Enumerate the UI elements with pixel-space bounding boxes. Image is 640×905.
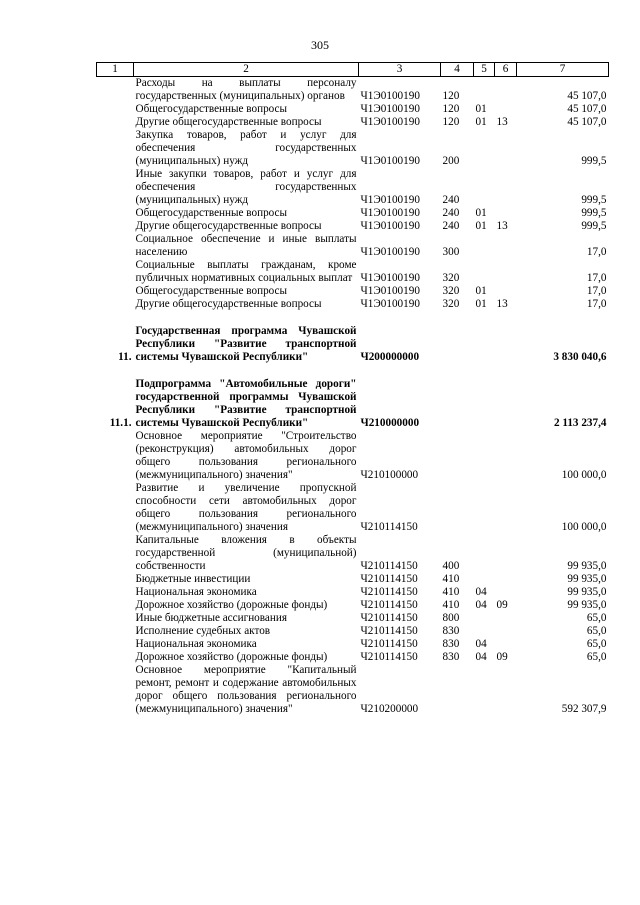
amount: 65,0 xyxy=(586,638,607,650)
row-name: Государственная программа Чувашской Республики "Развитие транспортной системы Чувашской Республики" xyxy=(135,325,357,363)
target-article-code: Ч1Э0100190 xyxy=(360,103,420,115)
amount: 3 830 040,6 xyxy=(553,351,607,363)
target-article-code: Ч210114150 xyxy=(360,625,418,637)
target-article-code: Ч210114150 xyxy=(360,573,418,585)
row-number xyxy=(97,638,134,651)
subsection-code xyxy=(495,259,517,285)
subsection-code xyxy=(495,207,517,220)
target-article-code: Ч1Э0100190 xyxy=(360,285,420,297)
target-article-code: Ч1Э0100190 xyxy=(360,272,420,284)
target-article-code: Ч1Э0100190 xyxy=(360,207,420,219)
row-number xyxy=(97,586,134,599)
subsection-code xyxy=(495,625,517,638)
row-name: Закупка товаров, работ и услуг для обеспечения государственных (муниципальных) нужд xyxy=(135,129,357,167)
section-code xyxy=(474,573,495,586)
row-number xyxy=(97,103,134,116)
target-article-code: Ч210114150 xyxy=(360,586,418,598)
table-row xyxy=(97,207,609,220)
subsection-code xyxy=(495,103,517,116)
row-name: Общегосударственные вопросы xyxy=(135,285,288,297)
expense-type-code xyxy=(441,430,474,482)
row-name: Основное мероприятие "Капитальный ремонт, ремонт и содержание автомобильных дорог общего пользования регионального (межмуниципального) значения" xyxy=(135,664,357,715)
table-body xyxy=(97,77,609,717)
row-number xyxy=(97,534,134,573)
column-header: 3 xyxy=(359,63,441,77)
table-row xyxy=(97,651,609,664)
target-article-code: Ч1Э0100190 xyxy=(360,246,420,258)
table-row xyxy=(97,430,609,482)
section-code: 01 xyxy=(475,298,487,310)
row-name: Социальное обеспечение и иные выплаты населению xyxy=(135,233,357,258)
page-number: 305 xyxy=(311,38,329,52)
subsection-code xyxy=(495,534,517,573)
section-code xyxy=(474,430,495,482)
expense-type-code: 800 xyxy=(442,612,460,624)
row-number xyxy=(97,573,134,586)
expense-type-code xyxy=(441,325,474,364)
target-article-code: Ч210114150 xyxy=(360,612,418,624)
amount: 65,0 xyxy=(586,612,607,624)
subsection-code: 09 xyxy=(496,651,508,663)
section-code xyxy=(474,77,495,104)
subsection-code: 13 xyxy=(496,116,508,128)
table-row xyxy=(97,612,609,625)
row-name: Дорожное хозяйство (дорожные фонды) xyxy=(135,651,328,663)
amount: 999,5 xyxy=(581,155,607,167)
amount: 65,0 xyxy=(586,625,607,637)
expense-type-code: 240 xyxy=(442,207,460,219)
spacer-row xyxy=(97,364,609,378)
target-article-code: Ч210000000 xyxy=(360,417,420,429)
target-article-code: Ч200000000 xyxy=(360,351,420,363)
amount: 65,0 xyxy=(586,651,607,663)
subsection-code xyxy=(495,638,517,651)
row-number xyxy=(97,612,134,625)
row-name: Дорожное хозяйство (дорожные фонды) xyxy=(135,599,328,611)
row-name: Подпрограмма "Автомобильные дороги" государственной программы Чувашской Республики "Развитие транспортной системы Чувашской Республики" xyxy=(135,378,357,429)
expense-type-code: 830 xyxy=(442,638,460,650)
table-row xyxy=(97,103,609,116)
target-article-code: Ч1Э0100190 xyxy=(360,155,420,167)
row-name: Бюджетные инвестиции xyxy=(135,573,251,585)
section-code: 04 xyxy=(475,651,487,663)
section-code: 01 xyxy=(475,207,487,219)
table-row xyxy=(97,325,609,364)
expense-type-code: 410 xyxy=(442,586,460,598)
section-code: 01 xyxy=(475,220,487,232)
expense-type-code: 410 xyxy=(442,573,460,585)
section-code: 01 xyxy=(475,103,487,115)
row-number xyxy=(97,599,134,612)
target-article-code: Ч1Э0100190 xyxy=(360,116,420,128)
section-code xyxy=(474,612,495,625)
expense-type-code: 240 xyxy=(442,194,460,206)
amount: 99 935,0 xyxy=(567,560,607,572)
expense-type-code: 120 xyxy=(442,103,460,115)
subsection-code xyxy=(495,325,517,364)
table-row xyxy=(97,534,609,573)
row-name: Другие общегосударственные вопросы xyxy=(135,298,322,310)
expense-type-code: 240 xyxy=(442,220,460,232)
table-row xyxy=(97,168,609,207)
expense-type-code: 120 xyxy=(442,116,460,128)
table-row xyxy=(97,482,609,534)
row-number xyxy=(97,220,134,233)
subsection-code: 13 xyxy=(496,298,508,310)
row-number xyxy=(97,77,134,104)
row-number xyxy=(97,285,134,298)
amount: 999,5 xyxy=(581,220,607,232)
target-article-code: Ч1Э0100190 xyxy=(360,298,420,310)
table-row xyxy=(97,285,609,298)
expense-type-code xyxy=(441,378,474,430)
subsection-code xyxy=(495,612,517,625)
subsection-code xyxy=(495,378,517,430)
section-code: 01 xyxy=(475,285,487,297)
row-number xyxy=(97,482,134,534)
expense-type-code: 830 xyxy=(442,651,460,663)
row-number xyxy=(97,168,134,207)
table-row xyxy=(97,116,609,129)
section-code xyxy=(474,482,495,534)
section-code xyxy=(474,534,495,573)
amount: 999,5 xyxy=(581,207,607,219)
column-header: 1 xyxy=(97,63,134,77)
amount: 17,0 xyxy=(586,246,607,258)
subsection-code xyxy=(495,285,517,298)
table-row xyxy=(97,220,609,233)
subsection-code: 09 xyxy=(496,599,508,611)
target-article-code: Ч210114150 xyxy=(360,599,418,611)
row-number: 11.1. xyxy=(109,417,132,429)
table-row xyxy=(97,599,609,612)
table-header-row xyxy=(97,63,609,77)
amount: 45 107,0 xyxy=(567,116,607,128)
expense-type-code: 120 xyxy=(442,90,460,102)
subsection-code xyxy=(495,573,517,586)
amount: 99 935,0 xyxy=(567,573,607,585)
row-number xyxy=(97,207,134,220)
expense-type-code: 320 xyxy=(442,298,460,310)
table-row xyxy=(97,233,609,259)
table-row xyxy=(97,586,609,599)
row-name: Общегосударственные вопросы xyxy=(135,207,288,219)
amount: 17,0 xyxy=(586,298,607,310)
section-code xyxy=(474,325,495,364)
target-article-code: Ч1Э0100190 xyxy=(360,90,420,102)
amount: 99 935,0 xyxy=(567,599,607,611)
row-number xyxy=(97,259,134,285)
section-code xyxy=(474,664,495,716)
row-name: Исполнение судебных актов xyxy=(135,625,271,637)
row-name: Расходы на выплаты персоналу государственных (муниципальных) органов xyxy=(135,77,357,102)
subsection-code xyxy=(495,168,517,207)
target-article-code: Ч210114150 xyxy=(360,638,418,650)
target-article-code: Ч210100000 xyxy=(360,469,419,481)
table-row xyxy=(97,298,609,311)
row-number xyxy=(97,116,134,129)
column-header: 2 xyxy=(134,63,359,77)
row-number xyxy=(97,664,134,716)
table-row xyxy=(97,638,609,651)
target-article-code: Ч210114150 xyxy=(360,560,418,572)
expense-type-code xyxy=(441,664,474,716)
row-name: Иные закупки товаров, работ и услуг для обеспечения государственных (муниципальных) нужд xyxy=(135,168,357,206)
amount: 99 935,0 xyxy=(567,586,607,598)
expense-type-code: 410 xyxy=(442,599,460,611)
amount: 17,0 xyxy=(586,272,607,284)
subsection-code xyxy=(495,664,517,716)
table-row xyxy=(97,625,609,638)
row-name: Социальные выплаты гражданам, кроме публичных нормативных социальных выплат xyxy=(135,259,357,284)
row-number xyxy=(97,651,134,664)
column-header: 4 xyxy=(441,63,474,77)
amount: 45 107,0 xyxy=(567,90,607,102)
row-number: 11. xyxy=(118,351,132,363)
row-name: Национальная экономика xyxy=(135,586,257,598)
row-name: Общегосударственные вопросы xyxy=(135,103,288,115)
section-code xyxy=(474,625,495,638)
section-code: 04 xyxy=(475,599,487,611)
row-name: Иные бюджетные ассигнования xyxy=(135,612,287,624)
budget-table xyxy=(96,62,609,716)
expense-type-code: 400 xyxy=(442,560,460,572)
spacer-row xyxy=(97,311,609,325)
expense-type-code: 200 xyxy=(442,155,460,167)
target-article-code: Ч210114150 xyxy=(360,521,418,533)
subsection-code xyxy=(495,482,517,534)
row-number xyxy=(97,129,134,168)
subsection-code xyxy=(495,430,517,482)
amount: 2 113 237,4 xyxy=(553,417,607,429)
subsection-code xyxy=(495,586,517,599)
row-number xyxy=(97,625,134,638)
amount: 45 107,0 xyxy=(567,103,607,115)
column-header: 5 xyxy=(474,63,495,77)
subsection-code xyxy=(495,77,517,104)
amount: 100 000,0 xyxy=(561,469,607,481)
row-number xyxy=(97,430,134,482)
section-code: 04 xyxy=(475,638,487,650)
section-code xyxy=(474,259,495,285)
row-name: Развитие и увеличение пропускной способности сети автомобильных дорог общего пользования регионального (межмуниципального) значения xyxy=(135,482,357,533)
subsection-code: 13 xyxy=(496,220,508,232)
section-code: 01 xyxy=(475,116,487,128)
target-article-code: Ч1Э0100190 xyxy=(360,220,420,232)
section-code: 04 xyxy=(475,586,487,598)
row-name: Другие общегосударственные вопросы xyxy=(135,116,322,128)
table-row xyxy=(97,378,609,430)
row-number xyxy=(97,233,134,259)
subsection-code xyxy=(495,129,517,168)
table-row xyxy=(97,259,609,285)
amount: 592 307,9 xyxy=(561,703,607,715)
section-code xyxy=(474,378,495,430)
target-article-code: Ч210114150 xyxy=(360,651,418,663)
column-header: 7 xyxy=(517,63,609,77)
expense-type-code: 830 xyxy=(442,625,460,637)
amount: 999,5 xyxy=(581,194,607,206)
table-row xyxy=(97,573,609,586)
table-row xyxy=(97,77,609,104)
section-code xyxy=(474,168,495,207)
row-name: Другие общегосударственные вопросы xyxy=(135,220,322,232)
row-name: Основное мероприятие "Строительство (реконструкция) автомобильных дорог общего пользования регионального (межмуниципального) значения" xyxy=(135,430,357,481)
expense-type-code: 320 xyxy=(442,285,460,297)
column-header: 6 xyxy=(495,63,517,77)
row-number xyxy=(97,298,134,311)
subsection-code xyxy=(495,233,517,259)
amount: 100 000,0 xyxy=(561,521,607,533)
expense-type-code: 320 xyxy=(442,272,460,284)
target-article-code: Ч1Э0100190 xyxy=(360,194,420,206)
table-row xyxy=(97,129,609,168)
row-name: Национальная экономика xyxy=(135,638,257,650)
section-code xyxy=(474,233,495,259)
target-article-code: Ч210200000 xyxy=(360,703,419,715)
expense-type-code xyxy=(441,482,474,534)
amount: 17,0 xyxy=(586,285,607,297)
table-row xyxy=(97,664,609,716)
expense-type-code: 300 xyxy=(442,246,460,258)
row-name: Капитальные вложения в объекты государственной (муниципальной) собственности xyxy=(135,534,357,572)
section-code xyxy=(474,129,495,168)
